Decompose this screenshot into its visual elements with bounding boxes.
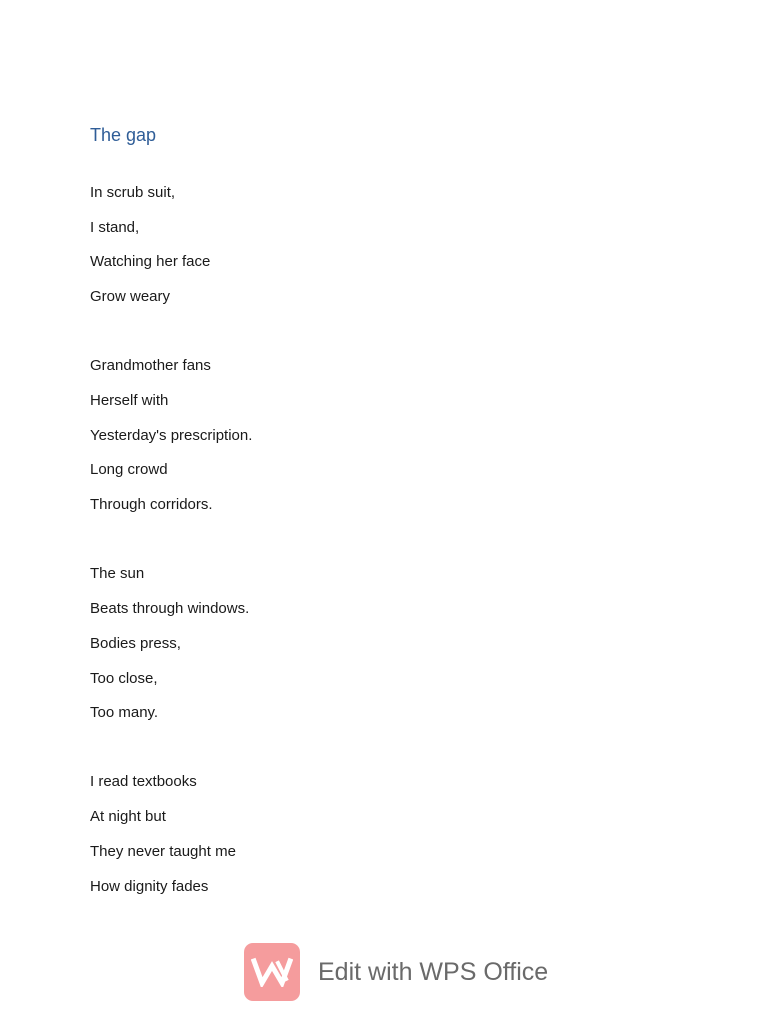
poem-line: Watching her face [90, 253, 211, 270]
poem-line: I stand, [90, 219, 140, 236]
wps-logo-icon [244, 943, 300, 1001]
document-title: The gap [90, 125, 157, 145]
poem-line: How dignity fades [90, 878, 209, 895]
poem-line: Bodies press, [90, 635, 181, 652]
poem-line: Through corridors. [90, 496, 213, 513]
poem-line: Too many. [90, 704, 159, 721]
poem-line: In scrub suit, [90, 184, 176, 201]
poem-line: Too close, [90, 670, 158, 687]
poem-line: Yesterday's prescription. [90, 427, 253, 444]
poem-line: They never taught me [90, 843, 236, 860]
poem-line: I read textbooks [90, 773, 197, 790]
poem-line: Beats through windows. [90, 600, 250, 617]
banner-label: Edit with WPS Office [318, 957, 549, 986]
poem-line: Herself with [90, 392, 169, 409]
poem-line: The sun [90, 565, 145, 582]
poem-line: Grandmother fans [90, 357, 211, 374]
poem-line: Grow weary [90, 288, 171, 305]
poem-line: At night but [90, 808, 166, 825]
poem-line: Long crowd [90, 461, 168, 478]
edit-with-wps-banner[interactable] [244, 943, 548, 1001]
